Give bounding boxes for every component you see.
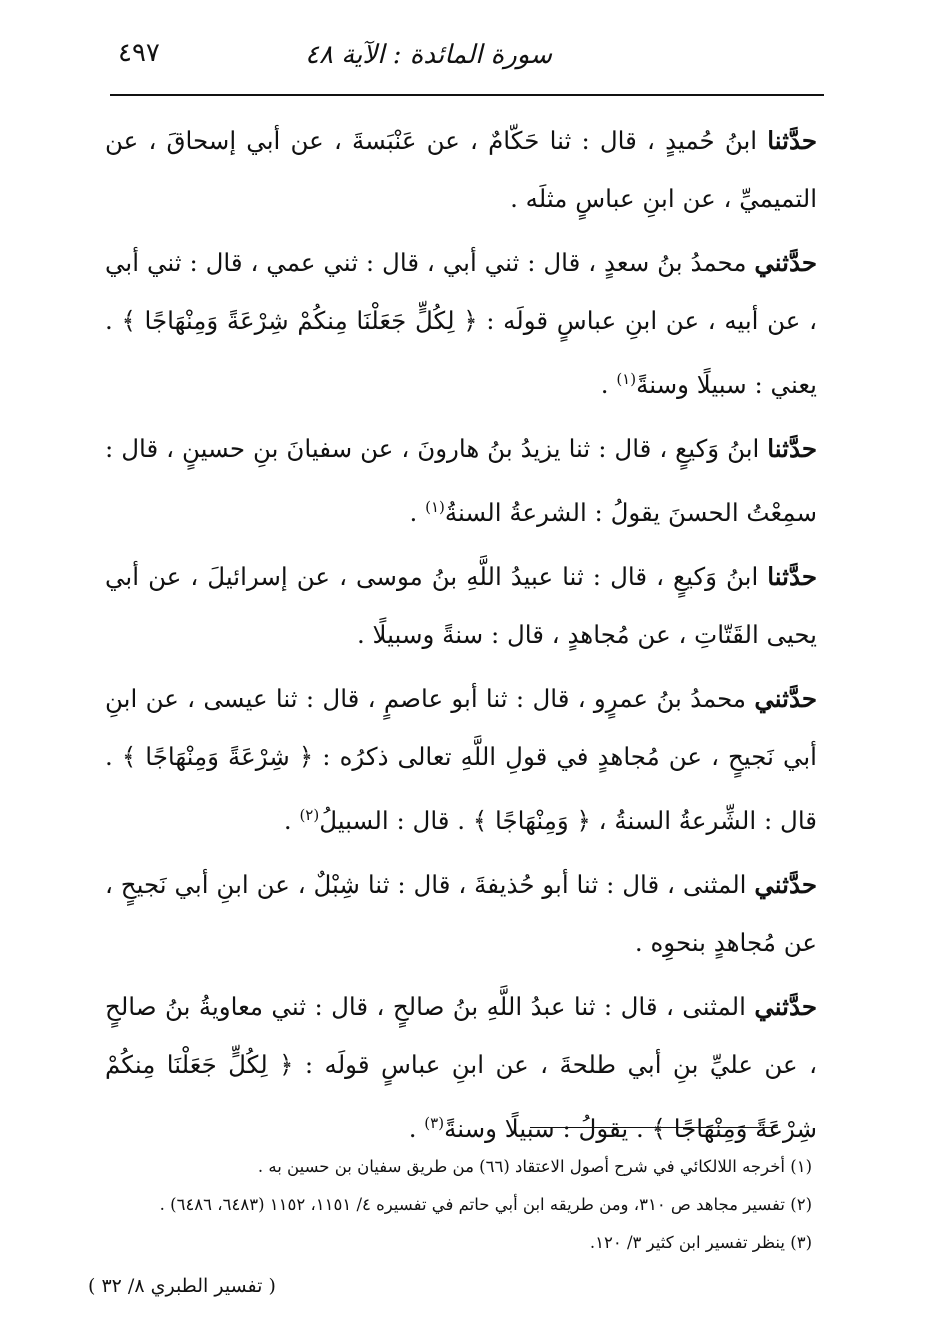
page-number: ٤٩٧ [118,38,160,68]
footnote: (٣) ينظر تفسير ابن كثير ٣/ ١٢٠. [589,1233,812,1252]
source-reference: ( تفسير الطبري ٨/ ٣٢ ) [88,1275,276,1297]
paragraph-text: محمدُ بنُ سعدٍ ، قال : ثني أبي ، قال : ثني عمي ، قال : ثني أبي ، عن أبيه ، عن ابنِ عباسٍ قولَه : ﴿ لِكُلٍّ جَعَلْنَا مِنكُمْ شِرْعَةً وَمِنْهَاجًا ﴾ . يعني : سبيلًا وسنةً [105,248,817,400]
paragraph [105,548,817,664]
paragraph-lead: حدَّثني [754,248,817,277]
paragraph-lead: حدَّثني [754,684,817,714]
paragraph-lead: حدَّثنا [767,434,817,464]
paragraph [105,856,817,972]
paragraph-text: محمدُ بنُ عمرٍو ، قال : ثنا أبو عاصمٍ ، قال : ثنا عيسى ، عن ابنِ أبي نَجيحٍ ، عن مُجاهدٍ في قولِ اللَّهِ تعالى ذكرُه : ﴿ شِرْعَةً وَمِنْهَاجًا ﴾ . قال : الشِّرعةُ السنةُ ، ﴿ وَمِنْهَاجًا ﴾ . قال : السبيلُ [105,684,817,836]
footnote-ref: (٢) [299,806,320,825]
paragraph-end: . [409,498,426,528]
paragraph-lead: حدَّثنا [767,126,817,155]
paragraph [105,234,817,414]
footnote-ref: (١) [425,498,445,517]
paragraph-text: ابنُ وَكيعٍ ، قال : ثنا يزيدُ بنُ هارونَ ، عن سفيانَ بنِ حسينٍ ، قال : سمِعْتُ الحسنَ يقولُ : الشرعةُ السنةُ [105,434,817,528]
main-text [105,112,817,1165]
paragraph-lead: حدَّثني [754,992,817,1022]
paragraph-text: ابنُ وَكيعٍ ، قال : ثنا عبيدُ اللَّهِ بنُ موسى ، عن إسرائيلَ ، عن أبي يحيى القَتّاتِ ، عن مُجاهدٍ ، قال : سنةً وسبيلًا . [105,562,817,650]
paragraph-end: . [283,806,300,836]
paragraph-text: المثنى ، قال : ثنا أبو حُذيفةَ ، قال : ثنا شِبْلٌ ، عن ابنِ أبي نَجيحٍ ، عن مُجاهدٍ بنحوِه . [105,870,817,958]
paragraph-lead: حدَّثنا [767,562,817,592]
paragraph [105,978,817,1158]
footnote-separator [530,1127,778,1128]
header-rule [110,94,824,96]
footnotes [100,1148,812,1262]
paragraph [105,112,817,228]
paragraph-end: . [600,370,617,400]
footnote: (١) أخرجه اللالكائي في شرح أصول الاعتقاد (٦٦) من طريق سفيان بن حسين به . [257,1157,812,1176]
running-title: سورة المائدة : الآية ٤٨ [305,40,552,70]
paragraph [105,420,817,542]
footnote-ref: (٣) [424,1114,445,1133]
footnote: (٢) تفسير مجاهد ص ٣١٠، ومن طريقه ابن أبي حاتم في تفسيره ٤/ ١١٥١، ١١٥٢ (٦٤٨٣، ٦٤٨٦) . [159,1195,812,1214]
paragraph-end: . [408,1114,425,1144]
paragraph-text: المثنى ، قال : ثنا عبدُ اللَّهِ بنُ صالحٍ ، قال : ثني معاويةُ بنُ صالحٍ ، عن عليِّ بنِ أبي طلحةَ ، عن ابنِ عباسٍ قولَه : ﴿ لِكُلٍّ جَعَلْنَا مِنكُمْ شِرْعَةً وَمِنْهَاجًا ﴾ . يقولُ : سبيلًا وسنةً [105,992,817,1144]
paragraph-lead: حدَّثني [754,870,817,900]
paragraph [105,670,817,850]
footnote-ref: (١) [616,370,637,388]
page-header [110,30,822,90]
paragraph-text: ابنُ حُميدٍ ، قال : ثنا حَكّامٌ ، عن عَنْبَسةَ ، عن أبي إسحاقَ ، عن التميميِّ ، عن ابنِ عباسٍ مثلَه . [105,126,817,213]
